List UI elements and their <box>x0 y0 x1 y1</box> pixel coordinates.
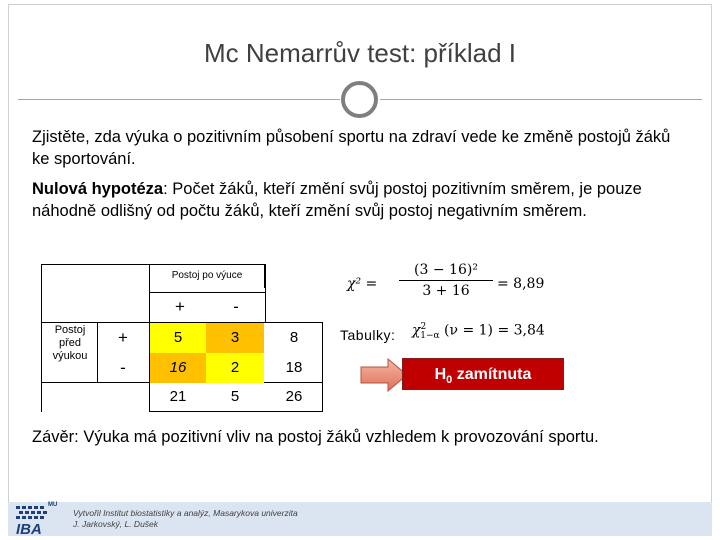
critical-value-formula <box>412 322 552 341</box>
table-border <box>41 264 42 382</box>
col-sign-plus: + <box>175 297 185 316</box>
footer-line-1: Vytvořil Institut biostatistiky a analýz, Masarykova univerzita <box>73 508 298 518</box>
hypothesis-text: : Počet žáků, kteří změní svůj postoj pozitivním směrem, je pouze náhodně odlišný od počtu žáků, kteří změní svůj postoj negativním směrem. <box>32 180 642 220</box>
critical-args: (ν = 1) = 3,84 <box>444 322 545 339</box>
row-sign-minus: - <box>120 358 126 377</box>
footer-line-2: J. Jarkovský, L. Dušek <box>73 519 159 529</box>
logo-text: IBA <box>16 521 42 538</box>
grand-total: 26 <box>285 388 303 405</box>
formula-fraction <box>399 262 493 299</box>
result-text: zamítnuta <box>452 366 532 383</box>
cell-plus-plus: 5 <box>150 323 206 353</box>
critical-sup: 2 <box>420 322 427 332</box>
formula-denominator: 3 + 16 <box>422 283 470 299</box>
col-sign-minus: - <box>233 297 239 316</box>
slide-title: Mc Nemarrův test: příklad I <box>203 38 517 68</box>
total-col-plus: 21 <box>169 388 187 405</box>
table-border <box>322 322 323 412</box>
cell-plus-minus: 3 <box>206 323 264 353</box>
title-rule-right <box>380 99 702 100</box>
cell-row1-total: 8 <box>289 329 299 346</box>
tables-label: Tabulky: <box>340 327 396 343</box>
result-box <box>402 358 564 390</box>
total-col-minus: 5 <box>230 388 240 405</box>
conclusion-text: Závěr: Výuka má pozitivní vliv na postoj žáků vzhledem k provozování sportu. <box>32 428 599 446</box>
table-border <box>97 322 98 382</box>
table-border <box>41 264 149 265</box>
intro-paragraph: Zjistěte, zda výuka o pozitivním působení sportu na zdraví vede ke změně postojů žáků ke sportování. <box>32 128 671 168</box>
result-sub: 0 <box>446 374 453 387</box>
table-border <box>265 264 266 322</box>
table-border <box>149 292 265 293</box>
hypothesis-paragraph <box>32 178 692 222</box>
table-row-header: Postoj před výukou <box>52 324 88 362</box>
title-rule-left <box>18 99 340 100</box>
table-col-header: Postoj po výuce <box>149 264 265 288</box>
formula-numerator: (3 − 16)² <box>399 262 493 281</box>
footer-credits <box>73 508 298 530</box>
arrow-right-icon <box>360 358 408 392</box>
formula-result: = 8,89 <box>497 276 545 292</box>
formula-lhs: χ² = <box>347 276 378 292</box>
chi-square-formula <box>345 262 550 308</box>
hypothesis-label: Nulová hypotéza <box>32 180 164 198</box>
title-circle-ornament <box>341 81 378 118</box>
cell-minus-plus: 16 <box>150 353 206 383</box>
cell-row2-total: 18 <box>285 359 303 376</box>
result-symbol: H <box>434 366 447 383</box>
logo-small-text: MU <box>48 502 58 508</box>
critical-symbol: χ <box>412 322 421 339</box>
cell-minus-minus: 2 <box>206 353 264 383</box>
row-sign-plus: + <box>118 328 128 347</box>
critical-sub: 1−α <box>420 331 440 342</box>
